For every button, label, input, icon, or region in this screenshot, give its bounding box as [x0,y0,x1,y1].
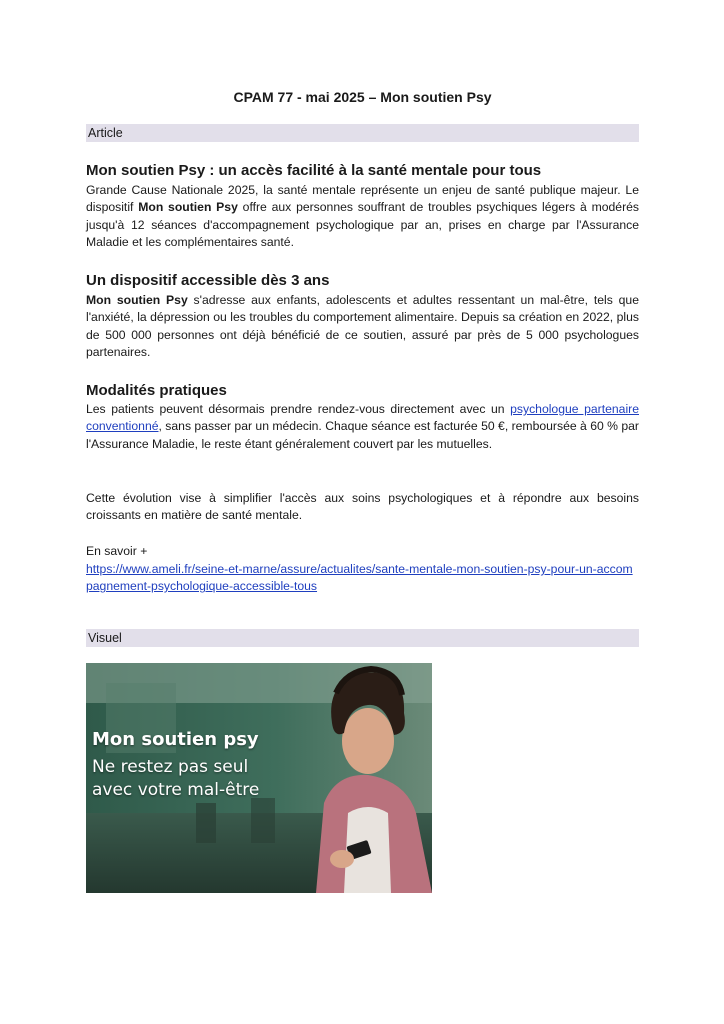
paragraph-text: Grande Cause Nationale 2025, la santé mentale représente un enjeu de santé publique majeur. Le dispositif [86,183,639,215]
section-label-article: Article [86,124,639,142]
campaign-visual [86,663,432,893]
more-info-link[interactable]: https://www.ameli.fr/seine-et-marne/assure/actualites/sante-mentale-mon-soutien-psy-pour-un-accompagnement-psychologique-accessible-tous [86,562,633,594]
subheading-modalites: Modalités pratiques [86,382,227,399]
visual-title: Mon soutien psy [92,729,259,750]
article-paragraph-4: Cette évolution vise à simplifier l'accès aux soins psychologiques et à répondre aux besoins croissants en matière de santé mentale. [86,491,639,523]
more-label: En savoir + [86,544,148,558]
article-paragraph-3 [86,401,639,453]
subheading-accessible: Un dispositif accessible dès 3 ans [86,272,330,289]
article-heading: Mon soutien Psy : un accès facilité à la santé mentale pour tous [86,162,542,179]
paragraph-text: s'adresse aux enfants, adolescents et adultes ressentant un mal-être, tels que l'anxiété, la dépression ou les troubles du comportement alimentaire. Depuis sa création en 2022, plus de 500 000 personnes ont déjà bénéficié de ce soutien, assuré par près de 5 000 psychologues partenaires. [86,293,639,359]
paragraph-text: offre aux personnes souffrant de troubles psychiques légers à modérés jusqu'à 12 séances d'accompagnement psychologique par an, prises en charge par l'Assurance Maladie et les complémentaires santé. [86,200,639,249]
bold-text: Mon soutien Psy [86,293,188,307]
article-paragraph-1 [86,182,639,251]
bold-text: Mon soutien Psy [138,200,238,215]
psychologue-link[interactable]: psychologue partenaire conventionné [86,402,639,434]
campaign-image [86,663,432,893]
visual-line-3: avec votre mal-être [92,780,260,800]
page-title: CPAM 77 - mai 2025 – Mon soutien Psy [233,89,492,105]
paragraph-text: Les patients peuvent désormais prendre rendez-vous directement avec un [86,402,511,416]
article-paragraph-2 [86,292,639,361]
section-label-visual: Visuel [86,629,639,647]
visual-line-2: Ne restez pas seul [92,757,249,777]
paragraph-text: , sans passer par un médecin. Chaque séance est facturée 50 €, remboursée à 60 % par l'Assurance Maladie, le reste étant généralement couvert par les mutuelles. [86,419,639,451]
